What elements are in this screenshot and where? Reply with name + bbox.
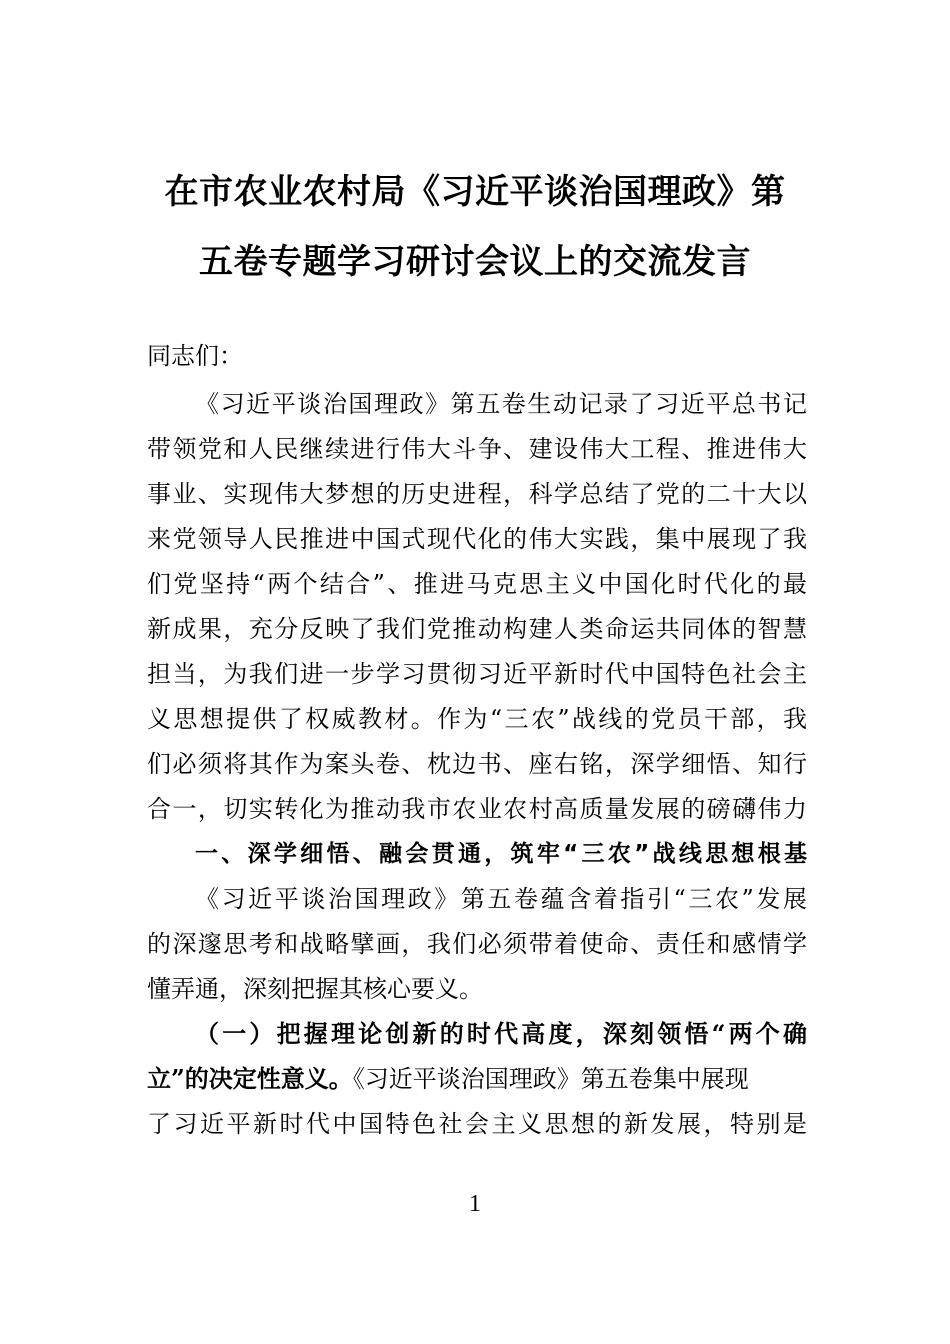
intro-line: 们党坚持“两个结合”、推进马克思主义中国化时代化的最 xyxy=(147,570,807,598)
document-title-line-2: 五卷专题学习研讨会议上的交流发言 xyxy=(199,242,751,282)
document-title-line-1: 在市农业农村局《习近平谈治国理政》第 xyxy=(164,172,786,212)
page-number: 1 xyxy=(469,1191,481,1217)
section-body-line: 的深邃思考和战略擘画，我们必须带着使命、责任和感情学 xyxy=(147,930,807,958)
subsection-heading-1: （一）把握理论创新的时代高度，深刻领悟“两个确 xyxy=(195,1019,807,1048)
intro-line: 义思想提供了权威教材。作为“三农”战线的党员干部，我 xyxy=(147,705,807,733)
intro-line: 事业、实现伟大梦想的历史进程，科学总结了党的二十大以 xyxy=(147,480,807,508)
subsection-heading-1-end: 立”的决定性意义。 xyxy=(147,1064,353,1093)
intro-line: 合一，切实转化为推动我市农业农村高质量发展的磅礴伟力 xyxy=(147,795,807,823)
intro-line: 们必须将其作为案头卷、枕边书、座右铭，深学细悟、知行 xyxy=(147,750,807,778)
intro-line: 新成果，充分反映了我们党推动构建人类命运共同体的智慧 xyxy=(147,615,807,643)
subsection-body-text: 《习近平谈治国理政》第五卷集中展现 xyxy=(352,1065,749,1093)
intro-line: 带领党和人民继续进行伟大斗争、建设伟大工程、推进伟大 xyxy=(147,435,807,463)
intro-line: 《习近平谈治国理政》第五卷生动记录了习近平总书记 xyxy=(195,390,807,418)
subsection-line-2 xyxy=(147,1064,807,1094)
salutation: 同志们： xyxy=(147,342,243,370)
section-body-line: 懂弄通，深刻把握其核心要义。 xyxy=(147,975,483,1003)
subsection-body-line: 了习近平新时代中国特色社会主义思想的新发展，特别是 xyxy=(147,1110,807,1138)
section-body-line: 《习近平谈治国理政》第五卷蕴含着指引“三农”发展 xyxy=(195,885,807,913)
intro-line: 来党领导人民推进中国式现代化的伟大实践，集中展现了我 xyxy=(147,525,807,553)
intro-line: 担当，为我们进一步学习贯彻习近平新时代中国特色社会主 xyxy=(147,660,807,688)
section-heading-1: 一、深学细悟、融会贯通，筑牢“三农”战线思想根基 xyxy=(195,841,807,867)
